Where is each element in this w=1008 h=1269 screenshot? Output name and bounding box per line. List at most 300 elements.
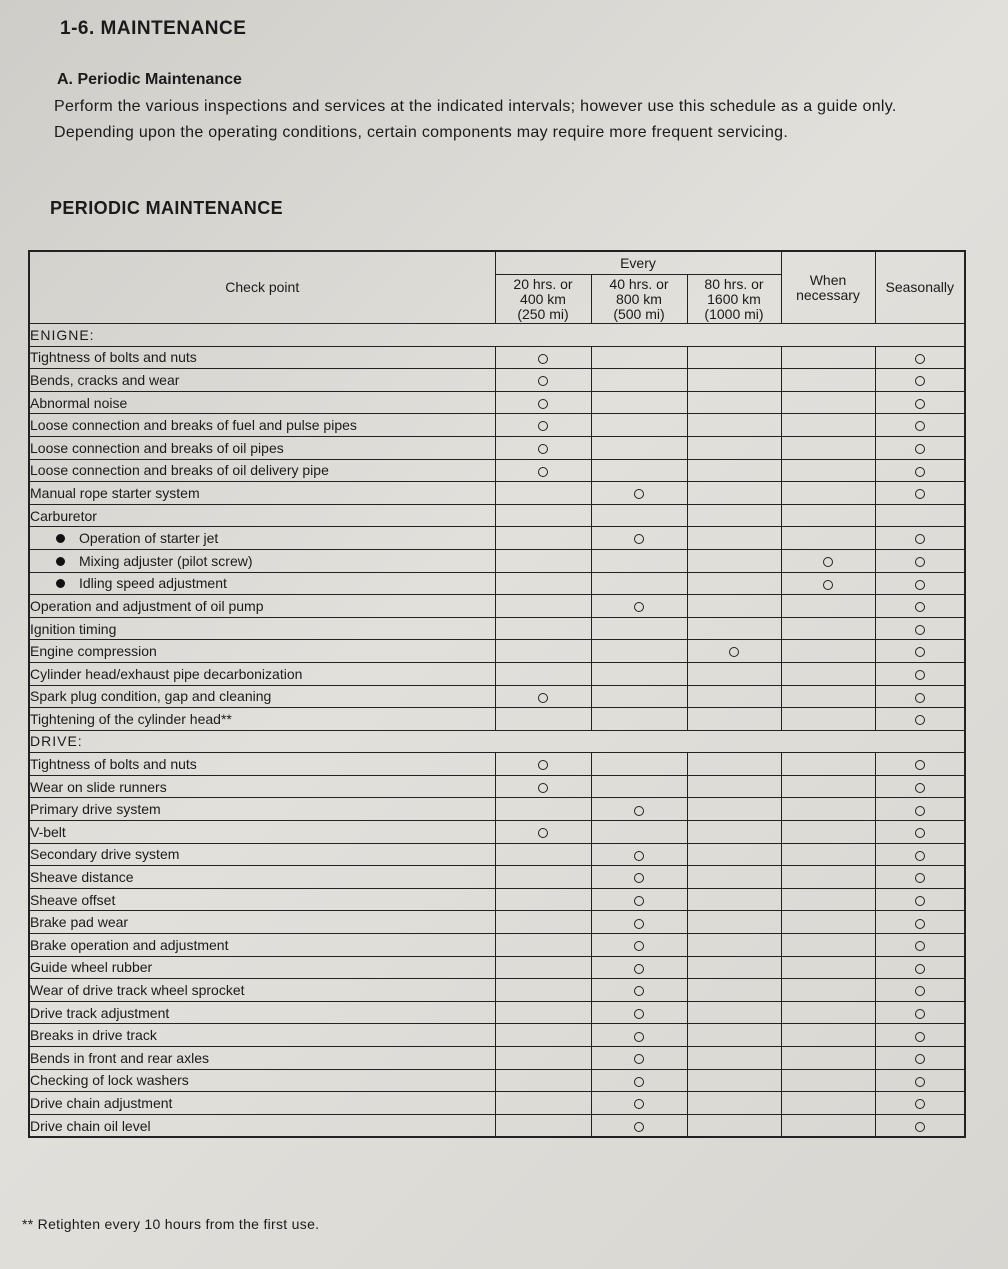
mark-cell-interval-20h <box>495 436 591 459</box>
category-blank-cell <box>591 730 687 753</box>
mark-cell-interval-40h <box>591 821 687 844</box>
table-row <box>29 911 965 934</box>
mark-cell-interval-20h <box>495 911 591 934</box>
mark-cell-when-necessary <box>781 549 875 572</box>
mark-cell-when-necessary <box>781 956 875 979</box>
mark-cell-interval-80h <box>687 866 781 889</box>
mark-cell-interval-20h <box>495 459 591 482</box>
category-blank-cell <box>875 324 965 347</box>
mark-cell-interval-40h <box>591 866 687 889</box>
table-title: PERIODIC MAINTENANCE <box>50 198 284 218</box>
mark-cell-when-necessary <box>781 436 875 459</box>
check-point-cell <box>29 1047 495 1070</box>
mark-cell-interval-20h <box>495 821 591 844</box>
check-point-label: Drive chain oil level <box>30 1117 151 1134</box>
check-point-cell <box>29 436 495 459</box>
mark-cell-interval-80h <box>687 1069 781 1092</box>
circle-mark-icon <box>915 467 925 477</box>
circle-mark-icon <box>915 806 925 816</box>
mark-cell-interval-40h <box>591 617 687 640</box>
subsection-title: A. Periodic Maintenance <box>57 71 242 88</box>
mark-cell-interval-40h <box>591 1024 687 1047</box>
mark-cell-interval-80h <box>687 1024 781 1047</box>
check-point-cell <box>29 798 495 821</box>
mark-cell-interval-20h <box>495 414 591 437</box>
mark-cell-interval-40h <box>591 911 687 934</box>
bullet-icon <box>56 557 65 566</box>
mark-cell-when-necessary <box>781 414 875 437</box>
check-point-cell <box>29 821 495 844</box>
mark-cell-interval-80h <box>687 595 781 618</box>
mark-cell-interval-20h <box>495 482 591 505</box>
circle-mark-icon <box>915 647 925 657</box>
circle-mark-icon <box>915 444 925 454</box>
mark-cell-interval-80h <box>687 346 781 369</box>
check-point-label: Drive chain adjustment <box>30 1094 173 1111</box>
mark-cell-seasonally <box>875 414 965 437</box>
check-point-label: Sheave offset <box>30 891 116 908</box>
table-row <box>29 459 965 482</box>
mark-cell-seasonally <box>875 911 965 934</box>
mark-cell-interval-40h <box>591 888 687 911</box>
circle-mark-icon <box>634 1009 644 1019</box>
circle-mark-icon <box>634 919 644 929</box>
check-point-cell <box>29 979 495 1002</box>
table-row <box>29 1001 965 1024</box>
mark-cell-interval-20h <box>495 843 591 866</box>
check-point-label: Abnormal noise <box>30 394 128 411</box>
mark-cell-interval-40h <box>591 1047 687 1070</box>
check-point-label: Primary drive system <box>30 801 161 818</box>
category-blank-cell <box>495 730 591 753</box>
category-blank-cell <box>687 730 781 753</box>
table-row <box>29 685 965 708</box>
mark-cell-seasonally <box>875 753 965 776</box>
category-blank-cell <box>687 324 781 347</box>
mark-cell-interval-40h <box>591 414 687 437</box>
mark-cell-seasonally <box>875 595 965 618</box>
mark-cell-interval-40h <box>591 753 687 776</box>
mark-cell-interval-20h <box>495 346 591 369</box>
mark-cell-interval-20h <box>495 798 591 821</box>
circle-mark-icon <box>634 1122 644 1132</box>
table-row <box>29 595 965 618</box>
table-row <box>29 414 965 437</box>
check-point-label: Idling speed adjustment <box>79 575 227 592</box>
check-point-cell <box>29 956 495 979</box>
circle-mark-icon <box>915 1099 925 1109</box>
footnote: ** Retighten every 10 hours from the first use. <box>22 1216 320 1232</box>
mark-cell-interval-20h <box>495 1114 591 1137</box>
table-row <box>29 1114 965 1137</box>
mark-cell-interval-40h <box>591 640 687 663</box>
mark-cell-when-necessary <box>781 1092 875 1115</box>
circle-mark-icon <box>915 421 925 431</box>
circle-mark-icon <box>915 1054 925 1064</box>
circle-mark-icon <box>634 806 644 816</box>
table-row <box>29 640 965 663</box>
mark-cell-seasonally <box>875 866 965 889</box>
mark-cell-seasonally <box>875 843 965 866</box>
table-row <box>29 572 965 595</box>
mark-cell-seasonally <box>875 979 965 1002</box>
check-point-label: Checking of lock washers <box>30 1072 189 1089</box>
mark-cell-interval-40h <box>591 391 687 414</box>
mark-cell-seasonally <box>875 685 965 708</box>
mark-cell-interval-80h <box>687 436 781 459</box>
circle-mark-icon <box>729 647 739 657</box>
mark-cell-interval-80h <box>687 617 781 640</box>
mark-cell-seasonally <box>875 549 965 572</box>
check-point-label: Mixing adjuster (pilot screw) <box>79 552 253 569</box>
check-point-label: Carburetor <box>30 507 97 524</box>
table-row <box>29 504 965 527</box>
mark-cell-interval-80h <box>687 753 781 776</box>
circle-mark-icon <box>634 964 644 974</box>
mark-cell-when-necessary <box>781 369 875 392</box>
mark-cell-seasonally <box>875 346 965 369</box>
table-row <box>29 866 965 889</box>
table-row <box>29 1024 965 1047</box>
mark-cell-when-necessary <box>781 391 875 414</box>
mark-cell-when-necessary <box>781 934 875 957</box>
circle-mark-icon <box>915 602 925 612</box>
mark-cell-interval-40h <box>591 436 687 459</box>
mark-cell-when-necessary <box>781 1047 875 1070</box>
mark-cell-when-necessary <box>781 1001 875 1024</box>
mark-cell-interval-20h <box>495 595 591 618</box>
circle-mark-icon <box>915 964 925 974</box>
mark-cell-seasonally <box>875 504 965 527</box>
circle-mark-icon <box>634 534 644 544</box>
circle-mark-icon <box>915 580 925 590</box>
circle-mark-icon <box>915 489 925 499</box>
table-row <box>29 482 965 505</box>
mark-cell-when-necessary <box>781 979 875 1002</box>
mark-cell-when-necessary <box>781 888 875 911</box>
mark-cell-interval-80h <box>687 459 781 482</box>
check-point-label: Wear on slide runners <box>30 778 167 795</box>
check-point-label: Secondary drive system <box>30 846 180 863</box>
mark-cell-interval-20h <box>495 369 591 392</box>
circle-mark-icon <box>915 873 925 883</box>
mark-cell-interval-40h <box>591 527 687 550</box>
mark-cell-seasonally <box>875 572 965 595</box>
table-row <box>29 527 965 550</box>
mark-cell-when-necessary <box>781 1024 875 1047</box>
mark-cell-interval-40h <box>591 979 687 1002</box>
mark-cell-when-necessary <box>781 798 875 821</box>
mark-cell-when-necessary <box>781 843 875 866</box>
table-row <box>29 346 965 369</box>
check-point-cell <box>29 346 495 369</box>
circle-mark-icon <box>915 354 925 364</box>
mark-cell-interval-20h <box>495 685 591 708</box>
mark-cell-interval-80h <box>687 888 781 911</box>
mark-cell-interval-20h <box>495 1001 591 1024</box>
mark-cell-interval-80h <box>687 482 781 505</box>
check-point-label: Loose connection and breaks of oil delivery pipe <box>30 462 329 479</box>
table-row <box>29 843 965 866</box>
circle-mark-icon <box>915 557 925 567</box>
mark-cell-seasonally <box>875 956 965 979</box>
check-point-label: Manual rope starter system <box>30 484 200 501</box>
mark-cell-interval-20h <box>495 1092 591 1115</box>
check-point-cell <box>29 911 495 934</box>
mark-cell-interval-40h <box>591 934 687 957</box>
header-seasonally: Seasonally <box>875 251 965 324</box>
circle-mark-icon <box>538 693 548 703</box>
mark-cell-interval-20h <box>495 934 591 957</box>
circle-mark-icon <box>538 421 548 431</box>
table-body <box>29 324 965 1138</box>
mark-cell-interval-20h <box>495 572 591 595</box>
check-point-cell <box>29 1001 495 1024</box>
category-blank-cell <box>781 730 875 753</box>
mark-cell-seasonally <box>875 888 965 911</box>
mark-cell-when-necessary <box>781 459 875 482</box>
table-row <box>29 369 965 392</box>
mark-cell-seasonally <box>875 459 965 482</box>
mark-cell-seasonally <box>875 775 965 798</box>
mark-cell-when-necessary <box>781 572 875 595</box>
header-interval-40h: 40 hrs. or 800 km (500 mi) <box>591 275 687 324</box>
mark-cell-seasonally <box>875 1069 965 1092</box>
check-point-label: Engine compression <box>30 643 157 660</box>
table-row <box>29 1047 965 1070</box>
mark-cell-interval-40h <box>591 369 687 392</box>
mark-cell-interval-40h <box>591 482 687 505</box>
mark-cell-interval-80h <box>687 775 781 798</box>
check-point-cell <box>29 459 495 482</box>
category-blank-cell <box>875 730 965 753</box>
mark-cell-seasonally <box>875 617 965 640</box>
mark-cell-seasonally <box>875 934 965 957</box>
check-point-label: Bends in front and rear axles <box>30 1049 209 1066</box>
mark-cell-seasonally <box>875 527 965 550</box>
mark-cell-interval-80h <box>687 708 781 731</box>
circle-mark-icon <box>915 399 925 409</box>
mark-cell-interval-80h <box>687 527 781 550</box>
circle-mark-icon <box>915 534 925 544</box>
circle-mark-icon <box>538 376 548 386</box>
table-row <box>29 979 965 1002</box>
check-point-label: Brake operation and adjustment <box>30 936 229 953</box>
mark-cell-interval-80h <box>687 685 781 708</box>
mark-cell-seasonally <box>875 1114 965 1137</box>
mark-cell-when-necessary <box>781 346 875 369</box>
circle-mark-icon <box>915 919 925 929</box>
mark-cell-interval-20h <box>495 640 591 663</box>
check-point-cell <box>29 775 495 798</box>
table-row <box>29 775 965 798</box>
table-row <box>29 753 965 776</box>
mark-cell-interval-80h <box>687 1092 781 1115</box>
header-every: Every <box>495 251 781 275</box>
mark-cell-interval-80h <box>687 369 781 392</box>
mark-cell-interval-80h <box>687 934 781 957</box>
mark-cell-interval-20h <box>495 708 591 731</box>
mark-cell-interval-80h <box>687 391 781 414</box>
mark-cell-interval-40h <box>591 798 687 821</box>
check-point-label: Bends, cracks and wear <box>30 371 180 388</box>
mark-cell-interval-20h <box>495 504 591 527</box>
circle-mark-icon <box>634 1099 644 1109</box>
circle-mark-icon <box>634 986 644 996</box>
mark-cell-seasonally <box>875 821 965 844</box>
check-point-cell <box>29 482 495 505</box>
check-point-cell <box>29 662 495 685</box>
mark-cell-interval-20h <box>495 391 591 414</box>
circle-mark-icon <box>915 715 925 725</box>
category-blank-cell <box>591 324 687 347</box>
mark-cell-interval-20h <box>495 753 591 776</box>
intro-paragraph: Perform the various inspections and services at the indicated intervals; however use this schedule as a guide only. Depending upon the operating conditions, certain components may require more frequent servicing. <box>54 98 897 141</box>
mark-cell-interval-80h <box>687 1001 781 1024</box>
mark-cell-when-necessary <box>781 753 875 776</box>
circle-mark-icon <box>915 783 925 793</box>
circle-mark-icon <box>823 580 833 590</box>
circle-mark-icon <box>915 1122 925 1132</box>
mark-cell-seasonally <box>875 708 965 731</box>
mark-cell-interval-80h <box>687 414 781 437</box>
circle-mark-icon <box>915 625 925 635</box>
mark-cell-when-necessary <box>781 527 875 550</box>
check-point-cell <box>29 934 495 957</box>
mark-cell-interval-40h <box>591 459 687 482</box>
check-point-cell <box>29 1114 495 1137</box>
mark-cell-interval-40h <box>591 504 687 527</box>
table-row <box>29 391 965 414</box>
check-point-label: Tightening of the cylinder head** <box>30 710 232 727</box>
check-point-label: Sheave distance <box>30 869 134 886</box>
mark-cell-when-necessary <box>781 708 875 731</box>
check-point-cell <box>29 549 495 572</box>
mark-cell-interval-40h <box>591 843 687 866</box>
mark-cell-when-necessary <box>781 617 875 640</box>
mark-cell-interval-80h <box>687 843 781 866</box>
mark-cell-when-necessary <box>781 1069 875 1092</box>
category-blank-cell <box>781 324 875 347</box>
mark-cell-when-necessary <box>781 685 875 708</box>
mark-cell-interval-80h <box>687 1047 781 1070</box>
section-title: 1-6. MAINTENANCE <box>60 18 247 39</box>
check-point-cell <box>29 595 495 618</box>
circle-mark-icon <box>634 896 644 906</box>
category-label: ENIGNE: <box>29 324 495 347</box>
check-point-cell <box>29 1024 495 1047</box>
table-row <box>29 821 965 844</box>
mark-cell-when-necessary <box>781 595 875 618</box>
circle-mark-icon <box>915 986 925 996</box>
mark-cell-interval-40h <box>591 549 687 572</box>
mark-cell-interval-80h <box>687 572 781 595</box>
circle-mark-icon <box>634 1032 644 1042</box>
circle-mark-icon <box>915 851 925 861</box>
circle-mark-icon <box>915 1032 925 1042</box>
check-point-cell <box>29 414 495 437</box>
header-check-point: Check point <box>29 251 495 324</box>
table-row <box>29 662 965 685</box>
mark-cell-when-necessary <box>781 504 875 527</box>
check-point-cell <box>29 685 495 708</box>
check-point-cell <box>29 888 495 911</box>
check-point-cell <box>29 1092 495 1115</box>
table-row <box>29 436 965 459</box>
mark-cell-interval-40h <box>591 1092 687 1115</box>
mark-cell-interval-40h <box>591 708 687 731</box>
table-row <box>29 888 965 911</box>
mark-cell-seasonally <box>875 1024 965 1047</box>
check-point-label: Operation and adjustment of oil pump <box>30 597 264 614</box>
table-row <box>29 1092 965 1115</box>
mark-cell-seasonally <box>875 436 965 459</box>
mark-cell-seasonally <box>875 391 965 414</box>
circle-mark-icon <box>823 557 833 567</box>
mark-cell-seasonally <box>875 1047 965 1070</box>
mark-cell-interval-80h <box>687 504 781 527</box>
mark-cell-interval-40h <box>591 956 687 979</box>
mark-cell-interval-80h <box>687 979 781 1002</box>
circle-mark-icon <box>634 1054 644 1064</box>
circle-mark-icon <box>915 376 925 386</box>
check-point-label: Wear of drive track wheel sprocket <box>30 982 245 999</box>
mark-cell-interval-40h <box>591 685 687 708</box>
mark-cell-interval-40h <box>591 346 687 369</box>
table-row <box>29 617 965 640</box>
header-interval-20h: 20 hrs. or 400 km (250 mi) <box>495 275 591 324</box>
mark-cell-seasonally <box>875 1001 965 1024</box>
mark-cell-interval-20h <box>495 617 591 640</box>
mark-cell-interval-20h <box>495 956 591 979</box>
circle-mark-icon <box>915 760 925 770</box>
bullet-icon <box>56 579 65 588</box>
mark-cell-when-necessary <box>781 640 875 663</box>
mark-cell-interval-20h <box>495 527 591 550</box>
check-point-label: Tightness of bolts and nuts <box>30 349 197 366</box>
mark-cell-interval-40h <box>591 1114 687 1137</box>
mark-cell-interval-40h <box>591 775 687 798</box>
check-point-label: Ignition timing <box>30 620 117 637</box>
mark-cell-seasonally <box>875 640 965 663</box>
circle-mark-icon <box>634 602 644 612</box>
mark-cell-seasonally <box>875 369 965 392</box>
circle-mark-icon <box>634 489 644 499</box>
mark-cell-interval-20h <box>495 1069 591 1092</box>
table-row <box>29 549 965 572</box>
circle-mark-icon <box>915 896 925 906</box>
mark-cell-interval-40h <box>591 662 687 685</box>
mark-cell-interval-40h <box>591 572 687 595</box>
mark-cell-seasonally <box>875 662 965 685</box>
circle-mark-icon <box>634 851 644 861</box>
check-point-cell <box>29 369 495 392</box>
mark-cell-interval-40h <box>591 595 687 618</box>
circle-mark-icon <box>634 873 644 883</box>
mark-cell-seasonally <box>875 798 965 821</box>
mark-cell-interval-20h <box>495 1024 591 1047</box>
check-point-label: Loose connection and breaks of fuel and pulse pipes <box>30 417 357 434</box>
check-point-cell <box>29 640 495 663</box>
check-point-label: Breaks in drive track <box>30 1027 157 1044</box>
mark-cell-interval-20h <box>495 979 591 1002</box>
mark-cell-interval-80h <box>687 911 781 934</box>
circle-mark-icon <box>634 941 644 951</box>
circle-mark-icon <box>915 693 925 703</box>
check-point-label: Operation of starter jet <box>79 530 219 547</box>
circle-mark-icon <box>538 783 548 793</box>
mark-cell-interval-80h <box>687 821 781 844</box>
